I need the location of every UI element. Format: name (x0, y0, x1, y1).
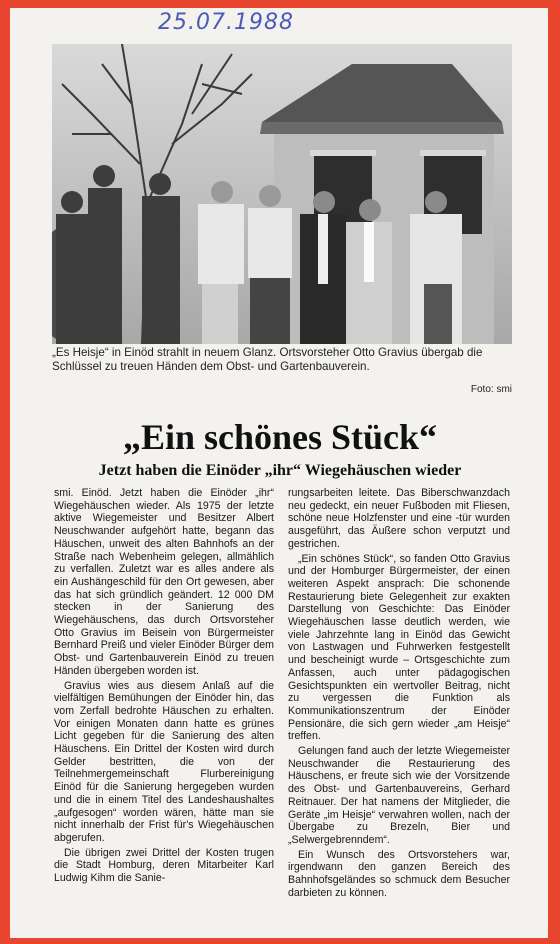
article-paragraph: Gravius wies aus diesem Anlaß auf die vielfältigen Bemühungen der Einöder hin, das vom Zerfall bedrohte Häuschen zu erhalten. Vor einigen Monaten dann hatte es grünes Licht gegeben für die Sanierung des alten Häuschens. Ein Drittel der Kosten wird durch Gelder bestritten, die von der Teilnehmergemeinschaft Flurbereinigung Einöd für die Sanierung hergegeben wurden und die in einem Titel des Landeshaushaltes „aufgesogen“ worden wären, hätte man sie nicht innerhalb der Frist für's Wiegehäuschen abgerufen. (54, 679, 274, 844)
photo-credit: Foto: smi (470, 384, 512, 395)
article-paragraph: smi. Einöd. Jetzt haben die Einöder „ihr“ Wiegehäuschen wieder. Als 1975 der letzte aktive Wiegemeister und Besitzer Albert Neuschwander aufgehört hatte, begann das Häuschen, unweit des alten Bahnhofs an der Straße nach Webenheim gelegen, allmählich zu verfallen. Zuletzt war es alles andere als ein Aushängeschild für den Ort gewesen, aber das hat sich gründlich geändert. 12 000 DM stecken in der Sanierung des Wiegehäuschens, das durch Ortsvorsteher Otto Gravius im Beisein von Bürgermeister Bernhard Preiß und vieler Einöder Bürger dem Obst- und Gartenbauverein Einöd zu treuen Händen übergeben worden ist. (54, 487, 274, 677)
article-headline: „Ein schönes Stück“ (122, 417, 438, 457)
article-photo (52, 44, 512, 344)
article-column-1 (54, 487, 274, 885)
photo-illustration (52, 44, 512, 344)
article-paragraph: rungsarbeiten leitete. Das Biberschwanzdach neu gedeckt, ein neuer Fußboden mit Fliesen, schöne neue Holzfenster und eine -tür wurden ausgeführt, das Äußere schon verputzt und gestrichen. (288, 487, 510, 550)
article-paragraph: „Ein schönes Stück“, so fanden Otto Gravius und der Homburger Bürgermeister, der einen weiteren Aspekt ansprach: Die schonende Restaurierung biete Gelegenheit zur exakten Darstellung von Geschichte: Das Einöder Wiegehäuschen lasse deutlich werden, wie viele Jahrzehnte lang in Einöd das Gewicht von Lastwagen und Fuhrwerken festgestellt und bescheinigt wurde – Ortsgeschichte zum Anfassen, auch unter pädagogischen Gesichtspunkten ein wertvoller Beitrag, nicht zu vergessen die Funktion als Kommunikationszentrum der Einöder Pensionäre, die sich gern wieder „am Heisje“ treffen. (288, 552, 510, 743)
article-column-2 (288, 487, 510, 900)
article-subheadline: Jetzt haben die Einöder „ihr“ Wiegehäuschen wieder (98, 462, 462, 479)
article-paragraph: Ein Wunsch des Ortsvorstehers war, irgendwann den ganzen Bereich des Bahnhofsgeländes so schmuck dem Besucher darbieten zu können. (288, 848, 510, 899)
photo-caption: „Es Heisje“ in Einöd strahlt in neuem Glanz. Ortsvorsteher Otto Gravius übergab die Schlüssel zu treuen Händen dem Obst- und Gartenbauverein. (52, 346, 483, 373)
handwritten-date: 25.07.1988 (158, 10, 294, 35)
article-paragraph: Die übrigen zwei Drittel der Kosten trugen die Stadt Homburg, deren Mitarbeiter Karl Ludwig Kihm die Sanie- (54, 846, 274, 885)
article-paragraph: Gelungen fand auch der letzte Wiegemeister Neuschwander die Restaurierung des Häuschens, er freute sich wie der Vorsitzende des Obst- und Gartenbauvereins, Gerhard Reitnauer. Der hat namens der Mitglieder, die Geräte „im Heisje“ verwahren wollen, nach der Übergabe zu Brezeln, Bier und „Selwergebrenndem“. (288, 745, 510, 846)
